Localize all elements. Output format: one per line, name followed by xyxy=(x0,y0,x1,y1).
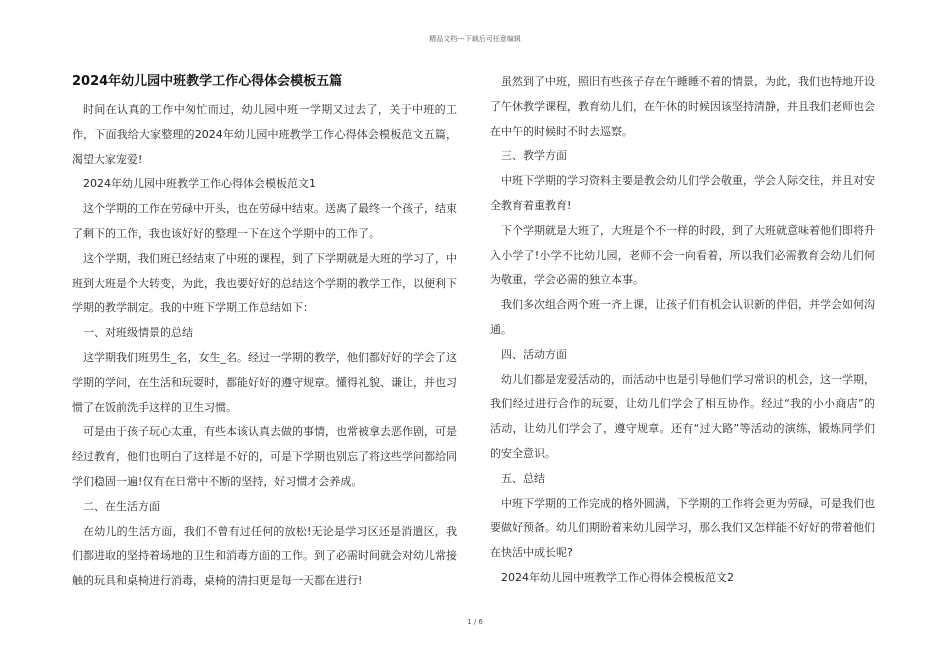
section-heading: 四、活动方面 xyxy=(501,347,567,361)
section-heading: 五、总结 xyxy=(501,471,545,485)
paragraph: 可是由于孩子玩心太重，有些本该认真去做的事情，也常被拿去恶作剧，可是经过教育，他们也明白了这样是不好的，可是下学期也别忘了将这些学问都给同学们稳固一遍!仅有在日常中不断的坚持，好习惯才会养成。 xyxy=(72,425,457,488)
paragraph: 这个学期，我们班已经结束了中班的课程，到了下学期就是大班的学习了，中班到大班是个大转变，为此，我也要好好的总结这个学期的教学工作，以便利下学期的教学制定。我的中班下学期工作总结如下： xyxy=(72,251,457,315)
paragraph: 时间在认真的工作中匆忙而过，幼儿园中班一学期又过去了，关于中班的工作，下面我给大家整理的2024年幼儿园中班教学工作心得体会模板范文五篇，渴望大家宠爱! xyxy=(72,103,457,166)
page-number: 1 / 6 xyxy=(467,618,483,626)
paragraph: 这个学期的工作在劳碌中开头，也在劳碌中结束。送离了最终一个孩子，结束了剩下的工作，我也该好好的整理一下在这个学期中的工作了。 xyxy=(72,202,457,240)
paragraph: 中班下学期的工作完成的格外圆满，下学期的工作将会更为劳碌，可是我们也要做好预备。幼儿们期盼着来幼儿园学习，那么我们又怎样能不好好的带着他们在快活中成长呢? xyxy=(490,496,875,560)
right-column xyxy=(490,70,875,591)
paragraph: 下个学期就是大班了，大班是个不一样的时段，到了大班就意味着他们即将升入小学了!小学不比幼儿园，老师不会一向看着，所以我们必需教育会幼儿们何为敬重，学会必需的独立本事。 xyxy=(490,223,875,287)
paragraph: 幼儿们都是宠爱活动的，而活动中也是引导他们学习常识的机会，这一学期，我们经过进行合作的玩耍，让幼儿们学会了相互协作。经过“我的小小商店”的活动，让幼儿们学会了，遵守规章。还有“过大路”等活动的演练，锻炼同学们的安全意识。 xyxy=(490,372,875,460)
section-heading: 三、教学方面 xyxy=(501,149,567,163)
paragraph: 这学期我们班男生_名，女生_名。经过一学期的教学，他们都好好的学会了这学期的学问，在生活和玩耍时，都能好好的遵守规章。懂得礼貌、谦让，并也习惯了在饭前洗手这样的卫生习惯。 xyxy=(72,350,457,414)
paragraph: 我们多次组合两个班一齐上课，让孩子们有机会认识新的伴侣，并学会如何沟通。 xyxy=(490,298,875,336)
left-column xyxy=(72,70,457,594)
section-heading: 2024年幼儿园中班教学工作心得体会模板范文2 xyxy=(501,570,734,584)
paragraph: 在幼儿的生活方面，我们不曾有过任何的放松!无论是学习区还是消遣区，我们都进取的坚持着场地的卫生和消毒方面的工作。到了必需时间就会对幼儿常接触的玩具和桌椅进行消毒，桌椅的清扫更是每一天都在进行! xyxy=(72,524,457,588)
document-title: 2024年幼儿园中班教学工作心得体会模板五篇 xyxy=(72,74,343,89)
section-heading: 一、对班级情景的总结 xyxy=(83,326,193,340)
paragraph: 虽然到了中班，照旧有些孩子存在午睡睡不着的情景，为此，我们也特地开设了午休教学课程，教育幼儿们，在午休的时候因该坚持清静，并且我们老师也会在中午的时候时不时去巡察。 xyxy=(490,75,875,138)
paragraph: 中班下学期的学习资料主要是教会幼儿们学会敬重，学会人际交往，并且对安全教育着重教育! xyxy=(490,174,875,212)
page-header: 精品文档---下载后可任意编辑 xyxy=(429,35,521,43)
section-heading: 2024年幼儿园中班教学工作心得体会模板范文1 xyxy=(83,177,316,191)
section-heading: 二、在生活方面 xyxy=(83,499,160,513)
